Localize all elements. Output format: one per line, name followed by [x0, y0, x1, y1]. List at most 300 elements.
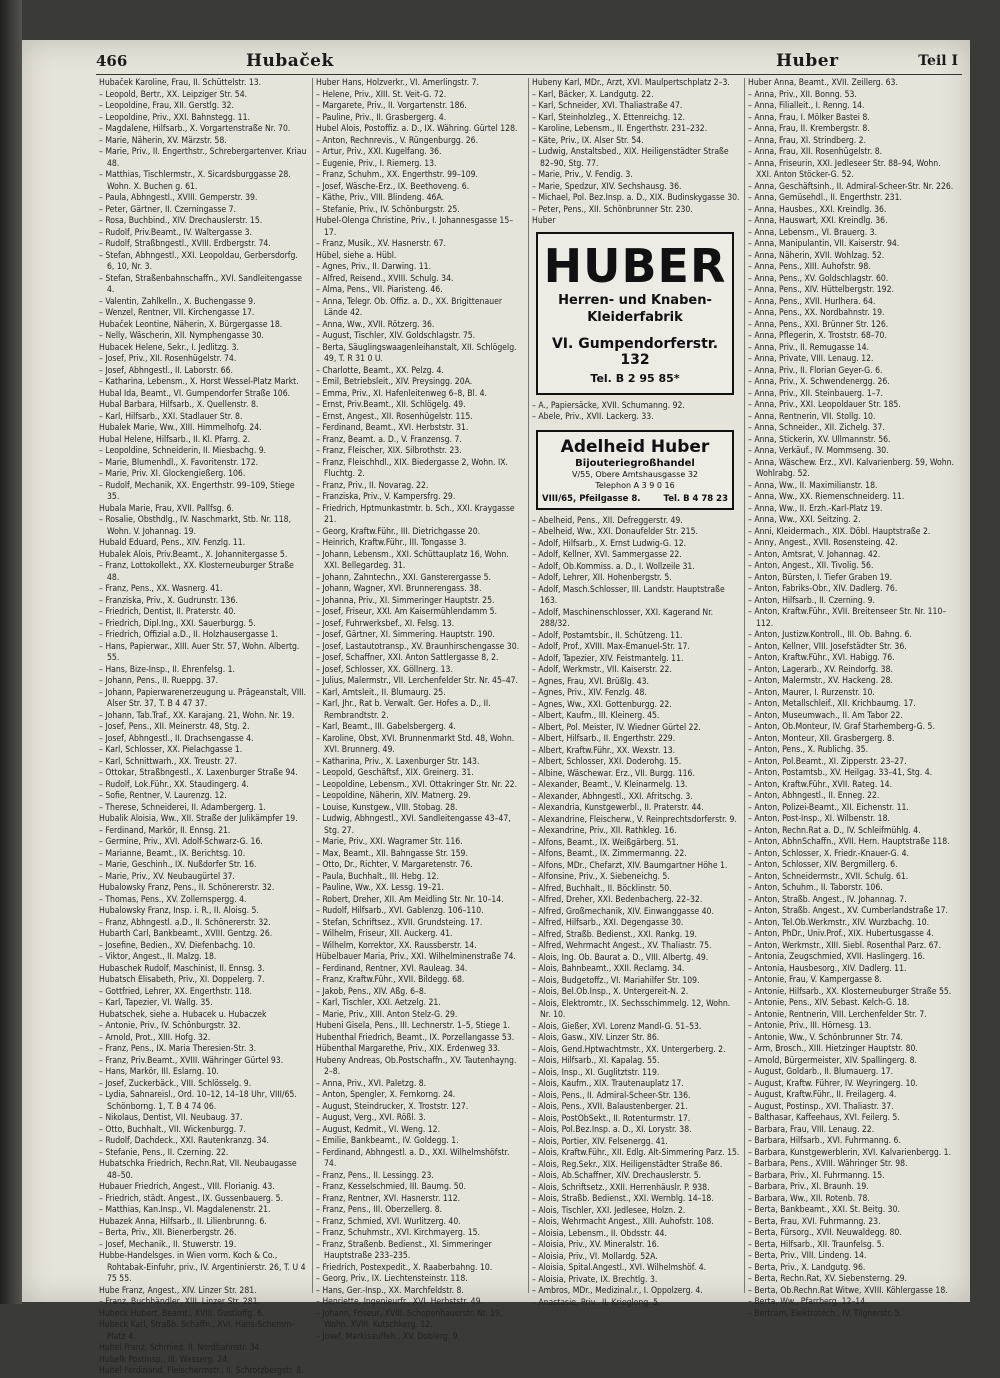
directory-entry: – Alois, Budgetoffz., VI. Mariahilfer Str. 109.	[532, 975, 700, 986]
huber-advertisement	[536, 232, 734, 395]
directory-entry: – Josef, Pens., XII. Meinerstr. 48, Stg. 2.	[99, 722, 250, 732]
left-running-head: Hubaček	[246, 51, 334, 71]
directory-entry: – August, Kraftw. Führer, IV. Weyringerg. 10.	[748, 1078, 918, 1089]
directory-entry: Hubeny Andreas, Ob.Postschaffn., XV. Tautenhayng. 2–8.	[316, 1055, 517, 1077]
directory-entry: – Jakob, Pens., XIV. Aßg. 6–8.	[316, 986, 427, 997]
directory-entry: – Anna, Ww., XVII. Rötzerg. 36.	[316, 319, 435, 330]
directory-entry: – Nelly, Wäscherin, XII. Nymphengasse 30.	[99, 331, 264, 341]
directory-entry: – Antonie, Priv., IV. Schönburgstr. 32.	[99, 1021, 241, 1031]
directory-entry: – Aloisia, Priv., VI. Mollardg. 52A.	[532, 1251, 658, 1262]
directory-entry: – Anna, Rentnerin, VII. Stollg. 10.	[748, 411, 876, 422]
directory-entry: – Otto, Buchhalt., VII. Wickenburgg. 7.	[99, 1124, 247, 1135]
directory-entry: – Anton, Kraftw.Führ., XVII. Breitenseer Str. Nr. 110–112.	[748, 607, 947, 629]
directory-entry: Hubel-Olenga Christine, Priv., I. Johannesgasse 15–17.	[316, 216, 514, 238]
directory-entry: – August, Kraftw.Führ., II. Freilagerg. 4.	[748, 1090, 897, 1100]
directory-entry: – Anton, Hilfsarb., II. Czerning. 9.	[748, 595, 875, 606]
directory-entry: – Franz, Pens., II. Lessingg. 23.	[316, 1170, 434, 1181]
directory-entry: – Franz, Buchhändler, XIII. Linzer Str. 281.	[99, 1297, 261, 1307]
directory-entry: – Johann, Pens., II. Rueppg. 37.	[99, 676, 219, 686]
directory-entry: – Barbara, Kunstgewerblerin, XVI. Kalvarienbergg. 1.	[748, 1147, 952, 1158]
directory-entry: – Anton, Kellner, VIII. Josefstädter Str. 36.	[748, 641, 907, 652]
directory-entry: – Anna, Gemüsehdl., II. Engerthstr. 231.	[748, 193, 902, 203]
directory-entry: – Anna, Pens., XV. Goldschlagstr. 60.	[748, 273, 889, 284]
directory-entry: – Franz, Schuhmstr., XVI. Kirchmayerg. 15.	[316, 1228, 480, 1238]
directory-entry: – Michael, Pol. Bez.Insp. a. D., XIX. Budinskygasse 30.	[532, 193, 740, 203]
directory-entry: – Alfred, Straßb. Bedienst., XXI. Rankg. 19.	[532, 929, 697, 940]
directory-entry: – Stefan, Straßenbahnschaffn., XVI. Sandleitengasse 4.	[99, 273, 303, 295]
book-spine-shadow	[0, 0, 22, 1304]
directory-entry: – Anna, Pens., XIII. Auhofstr. 98.	[748, 262, 871, 272]
directory-entry: Hubacek Helene, Sekr., I. Jedlitzg. 3.	[99, 342, 239, 353]
directory-entry: – August, Kedmit., VI. Weng. 12.	[316, 1124, 441, 1135]
directory-entry: – Karl, Schneider, XVI. Thaliastraße 47.	[532, 101, 683, 111]
directory-entry: – Anton, PhDr., Univ.Prof., XIX. Hubertusgasse 4.	[748, 929, 934, 939]
directory-entry: – Abele, Priv., XVII. Lackerg. 33.	[532, 412, 654, 422]
directory-entry: – Alois, Hilfsarb., XI. Kapalag. 55.	[532, 1056, 660, 1066]
directory-entry: – Alois, Pol.Bez.Insp. a. D., XI. Lorystr. 38.	[532, 1125, 692, 1135]
directory-entry: – Franz, Kesselschmied, III. Baumg. 50.	[316, 1182, 467, 1192]
directory-entry: – Johann, Friseur, XVIII. Schopenhauerstr. Nr. 19, Wohn. XVIII. Kutschkerg. 12.	[316, 1308, 503, 1330]
directory-entry: – Franz, Beamt. a. D., V. Franzensg. 7.	[316, 434, 462, 445]
ad-huber-address: VI. Gumpendorferstr. 132	[551, 335, 719, 368]
directory-entry: – Anton, Schlosser, XIV. Bergmillerg. 6.	[748, 860, 898, 870]
directory-entry: – Agnes, Priv., XIV. Fenzlg. 48.	[532, 688, 647, 698]
directory-entry: – Franz, Fleischhdl., XIX. Biedergasse 2, Wohn. IX. Fluchtg. 2.	[316, 457, 508, 479]
directory-entry: Hübenthal Margarethe, Priv., XIX. Erdenweg 33.	[316, 1044, 501, 1054]
directory-entry: – Franz, Musik., XV. Hasnerstr. 67.	[316, 239, 446, 249]
directory-entry: – Franz, Schmied, XVI. Wurlitzerg. 40.	[316, 1216, 461, 1227]
directory-entry: – Stefanie, Priv., IV. Schönburgstr. 25.	[316, 204, 460, 215]
directory-entry: – Karl, Schlosser, XX. Pielachgasse 1.	[99, 745, 243, 755]
directory-entry: – Berta, Ww., Pfarrberg. 12–14.	[748, 1297, 868, 1307]
directory-entry: – Antonie, Priv., III. Hörnesg. 13.	[748, 1021, 872, 1031]
directory-entry: – Franz, Pens., III. Oberzellerg. 8.	[316, 1205, 443, 1215]
directory-entry: – Stefan, Schriftsez., XVII. Grundsteing. 17.	[316, 917, 483, 928]
directory-entry: Huber	[532, 216, 556, 226]
directory-entry: – Alfred, Reisend., XVIII. Schulg. 34.	[316, 273, 454, 284]
directory-entry: – Josef, Fuhrwerksbef., XI. Felsg. 13.	[316, 618, 455, 629]
directory-entry: Hubel Franz, Schmied, II. Nordbahnstr. 34.	[99, 1343, 262, 1353]
directory-entry: – Anna, Frau, XI. Strindberg. 2.	[748, 135, 867, 146]
directory-entry: Hubaček Leontine, Näherin, X. Bürgergasse 18.	[99, 319, 283, 330]
directory-entry: – Anton, Kraftw.Führ., XVI. Habigg. 76.	[748, 653, 895, 663]
directory-entry: – Anton, Pens., X. Rublichg. 35.	[748, 745, 869, 755]
directory-entry: – Josef, Priv., XII. Rosenhügelstr. 74.	[99, 354, 237, 364]
directory-entry: Hubel Alois, Postoffiz. a. D., IX. Währing. Gürtel 128.	[316, 124, 518, 134]
directory-entry: – Anna, Ww., II. Erzh.-Karl-Platz 19.	[748, 503, 883, 514]
directory-entry: – Anton, Schuhm., II. Taborstr. 106.	[748, 883, 883, 893]
directory-entry: – Helene, Priv., XIII. St. Veit-G. 72.	[316, 89, 447, 100]
running-header	[96, 48, 962, 75]
directory-entry: – Alois, Schriftsetz., XXII. Herrenhäuslr. P. 938.	[532, 1182, 710, 1193]
directory-entry: – Josef, Markisauffeh., XV. Doblerg. 9.	[316, 1331, 461, 1342]
directory-entry: – Adolf, Lehrer, XII. Hohenbergstr. 5.	[532, 573, 672, 583]
part-label: Teil I	[918, 53, 958, 69]
directory-entry: – Anton, AbhnSchaffn., XVII. Hern. Hauptstraße 118.	[748, 837, 950, 847]
directory-entry: Hubaček Karoline, Frau, II. Schüttelstr. 13.	[99, 78, 262, 88]
directory-entry: – Anton, Werkmstr., XIII. Siebl. Rosenthal Parz. 67.	[748, 940, 941, 951]
directory-entry: – Anna, Priv., XII. Bonng. 53.	[748, 89, 857, 100]
directory-entry: – Anton, Pol.Beamt., XI. Zipperstr. 23–27.	[748, 756, 907, 767]
directory-entry: – Anton, Schlosser, X. Friedr.-Knauer-G. 4.	[748, 848, 909, 859]
directory-entry: – Emilie, Bankbeamt., IV. Goldegg. 1.	[316, 1136, 459, 1146]
directory-entry: – Rudolf, Mechanik, XX. Engerthstr. 99–109, Stiege 35.	[99, 480, 295, 502]
directory-entry: – Anna, Pens., XIV. Hüttelbergstr. 192.	[748, 285, 894, 295]
directory-entry: – Josef, Schaffner, XXI. Anton Sattlergasse 8, 2.	[316, 653, 499, 663]
directory-entry: – Josefine, Bedien., XV. Diefenbachg. 10.	[99, 940, 256, 951]
directory-entry: – Anton, Ob.Monteur, IV. Graf Starhemberg-G. 5.	[748, 722, 935, 732]
directory-entry: – Alois, Pens., II. Admiral-Scheer-Str. 136.	[532, 1090, 691, 1101]
directory-entry: – Johanna, Priv., XI. Simmeringer Hauptstr. 25.	[316, 595, 495, 606]
directory-entry: – Stefanie, Pens., II. Czerning. 22.	[99, 1147, 229, 1158]
directory-entry: – Arnold, Prot., XIII. Hofg. 32.	[99, 1032, 211, 1043]
directory-entry: – Alois, Ab.Schaffner, XIV. Drechauslerstr. 5.	[532, 1171, 702, 1181]
ad-adelheid-name: Adelheid Huber	[560, 436, 710, 457]
directory-entry: – A., Papiersäcke, XVII. Schumanng. 92.	[532, 400, 685, 411]
directory-entry: – Anni, Kleidermach., XIX. Döbl. Hauptstraße 2.	[748, 526, 931, 537]
page-number: 466	[96, 52, 128, 70]
directory-entry: – Franz, Straßenb. Bedienst., XI. Simmeringer Hauptstraße 233–235.	[316, 1239, 492, 1261]
directory-entry: – Anton, Maurer, I. Rurzenstr. 10.	[748, 687, 875, 698]
directory-entry: – Anna, Hausbes., XXI. Kreindlg. 36.	[748, 204, 887, 215]
directory-entry: – Berta, Bankbeamt., XXI. St. Beitg. 30.	[748, 1205, 900, 1215]
directory-entry: – Antonia, Zeugschmied, XVII. Haslingerg. 16.	[748, 952, 925, 962]
directory-entry: – Josef, Wäsche-Erz., IX. Beethoveng. 6.	[316, 181, 470, 192]
directory-entry: – Berta, Priv., X. Landgutg. 96.	[748, 1262, 866, 1273]
directory-entry: – Anna, Priv., XVI. Paletzg. 8.	[316, 1078, 427, 1089]
directory-entry: – Anna, Manipulantin, VII. Kaiserstr. 94.	[748, 239, 900, 249]
directory-entry: – Alois, Bahnbeamt., XXII. Reclamg. 34.	[532, 964, 685, 974]
directory-entry: – Margarete, Priv., II. Vorgartenstr. 186.	[316, 101, 467, 111]
directory-entry: Hubald Eduard, Pens., XIV. Fenzlg. 11.	[99, 538, 246, 548]
directory-entry: – Abelheid, Ww., XXI. Donaufelder Str. 215.	[532, 527, 698, 537]
directory-entry: – Anton, Schneidermstr., XVII. Schulg. 61.	[748, 871, 909, 882]
directory-entry: – Anna, Priv., X. Schwendenergg. 26.	[748, 377, 890, 387]
directory-entry: – Aloisia, Private, IX. Brechtlg. 3.	[532, 1274, 658, 1285]
directory-entry: Hubatschek, siehe a. Hubacek u. Hubaczek	[99, 1009, 267, 1020]
directory-entry: – Ferdinand, Rentner, XVI. Rauleag. 34.	[316, 963, 468, 974]
directory-entry: – Anton, Rechnrevis., V. Rüngenburgg. 26.	[316, 135, 479, 146]
directory-entry: – Barbara, Ww., XII. Rotenb. 78.	[748, 1193, 870, 1204]
directory-entry: – Friedrich, Offizial a.D., II. Holzhausergasse 1.	[99, 630, 278, 640]
directory-entry: – Therese, Schneiderei, II. Adambergerg. 1.	[99, 802, 266, 813]
directory-entry: – Albert, Hilfsarb., II. Engerthstr. 229.	[532, 734, 676, 744]
directory-entry: Hubeck Hubert, Beamt., XVIII. Gustloffg. 6.	[99, 1308, 265, 1319]
directory-entry: Hubeni Gisela, Pens., III. Lechnerstr. 1–5, Stiege 1.	[316, 1021, 510, 1031]
directory-entry: – Anna, Filialleit., I. Renng. 14.	[748, 101, 865, 111]
directory-entry: – Alois, Straßb. Bedienst., XXI. Wernblg. 14–18.	[532, 1194, 714, 1204]
directory-entry: – Balthasar, Kaffeehaus, XVI. Feilerg. 5.	[748, 1113, 900, 1123]
directory-entry: – Barbara, Priv., XI. Fuhrmanng. 15.	[748, 1170, 885, 1181]
directory-entry: – Anna, Verkäuf., IV. Mommseng. 30.	[748, 446, 889, 456]
directory-entry: – Georg, Priv., IX. Liechtensteinstr. 118.	[316, 1274, 468, 1284]
directory-entry: – Alois, Insp., XI. Guglitztstr. 119.	[532, 1067, 660, 1078]
directory-entry: – Anton, Metallschleif., XII. Krichbaumg. 17.	[748, 699, 916, 709]
directory-entry: – Rudolf, Lok.Führ., XX. Staudingerg. 4.	[99, 779, 249, 790]
directory-entry: – Alois, Bel.Ob.Insp., X. Untergereit-N. 2.	[532, 987, 689, 997]
directory-entry: – Johann, Wagner, XVI. Brunnerengass. 38.	[316, 584, 482, 594]
directory-entry: Hubeny Karl, MDr., Arzt, XVI. Maulpertschplatz 2–3.	[532, 78, 730, 88]
directory-entry: – Marie, Geschinh., IX. Nußdorfer Str. 16.	[99, 860, 257, 870]
directory-entry: – Anna, Frau, XII. Rosenhügelstr. 8.	[748, 147, 883, 157]
directory-entry: Hubalek Marie, Ww., XIII. Himmelhofg. 24.	[99, 423, 262, 433]
directory-entry: – Leopoldine, Frau, XII. Gerstlg. 32.	[99, 101, 234, 111]
directory-entry: Hübelbauer Maria, Priv., XXI. Wilhelminenstraße 74.	[316, 952, 516, 962]
directory-entry: – Ludwig, Abhngestl., XVI. Sandleitengasse 43–47, Stg. 27.	[316, 814, 511, 836]
directory-entry: – Anton, Straßb. Angest., IV. Johannag. 7.	[748, 894, 907, 905]
directory-entry: Hubarth Carl, Bankbeamt., XVIII. Gentzg. 26.	[99, 929, 273, 939]
directory-entry: – Josef, Schlosser, XX. Göllnerg. 13.	[316, 664, 453, 675]
directory-entry: – Karoline, Lebensm., II. Engerthstr. 231–232.	[532, 124, 708, 134]
directory-entry: Huber Anna, Beamt., XVII. Zeillerg. 63.	[748, 78, 898, 88]
directory-entry: – Karl, Bäcker, X. Landgutg. 22.	[532, 89, 654, 100]
directory-entry: – Adolf, Ob.Kommiss. a. D., I. Wollzeile 31.	[532, 561, 695, 572]
directory-entry: – Hans, Ger.-Insp., XX. Marchfeldstr. 8.	[316, 1285, 464, 1296]
directory-entry: – Anna, Schneider., XII. Zichelg. 37.	[748, 423, 885, 433]
ad-adelheid-line1: V/55, Obere Amtshausgasse 32	[571, 469, 699, 479]
directory-entry: – Anton, Spengler, X. Fernkorng. 24.	[316, 1090, 456, 1100]
directory-entry: – Eugenie, Priv., I. Riemerg. 13.	[316, 158, 437, 169]
directory-entry: – Alois, PostObSekt., II. Rotenturmstr. 17.	[532, 1113, 691, 1124]
column-3-bottom-list	[532, 516, 740, 1310]
directory-entry: – Anton, Rechn.Rat a. D., IV. Schleifmühlg. 4.	[748, 825, 921, 836]
directory-entry: – August, Verg., XVI. Rößl. 3.	[316, 1113, 426, 1123]
ad-huber-line1: Herren- und Knaben-	[558, 292, 712, 308]
directory-entry: – Aloisia, Lebensm., II. Obdsstr. 44.	[532, 1228, 667, 1239]
directory-entry: – Josef, Abhngestl., II. Laborstr. 66.	[99, 365, 233, 376]
directory-entry: – Hans, Papierwar., XIII. Auer Str. 57, Wohn. Albertg. 55.	[99, 641, 300, 663]
directory-entry: – Anton, Polizei-Beamt., XII. Eichenstr. 11.	[748, 802, 909, 813]
directory-entry: – Friedrich, Dipl.Ing., XXI. Sauerburgg. 5.	[99, 618, 256, 629]
directory-entry: Hubala Marie, Frau, XVII. Pallfsg. 6.	[99, 503, 234, 514]
directory-entry: Hube Franz, Angest., XIV. Linzer Str. 281.	[99, 1285, 257, 1296]
directory-entry: – Charlotte, Beamt., XX. Pelzg. 4.	[316, 365, 444, 376]
directory-entry: – Josef, Abhngestl., II. Drachsengasse 4.	[99, 733, 254, 744]
directory-entry: – Johann, Papierwarenerzeugung u. Prägeanstalt, VIII. Alser Str. 37, T. B 4 47 37.	[99, 687, 307, 709]
directory-entry: – Antonie, Pens., XIV. Sebast. Kelch-G. 18.	[748, 998, 910, 1008]
directory-entry: – Anna, Priv., XXI. Leopoldauer Str. 185.	[748, 400, 901, 410]
directory-entry: Hübel, siehe a. Hübl.	[316, 250, 397, 261]
directory-entry: – Marie, Priv., II. Engerthstr., Schrebergartenver. Kriau 48.	[99, 147, 307, 169]
directory-entry: – Anna, Pens., XXI. Brünner Str. 126.	[748, 319, 889, 330]
directory-entry: – Agnes, Frau, XVI. Brüßlg. 43.	[532, 676, 649, 687]
directory-entry: – Matthias, Tischlermstr., X. Sicardsburggasse 28. Wohn. X. Buchen g. 61.	[99, 170, 291, 192]
directory-entry: – Karl, Hilfsarb., XXI. Stadlauer Str. 8.	[99, 411, 243, 422]
directory-entry: – Anastasie, Priv., II. Kriegleng. 5.	[532, 1297, 661, 1308]
directory-entry: – Marie, Priv., XIII. Anton Stelz-G. 29.	[316, 1009, 458, 1020]
directory-entry: – Josef, Mechanik., II. Stuwerstr. 19.	[99, 1239, 237, 1250]
directory-entry: – Julius, Malermstr., VII. Lerchenfelder Str. Nr. 45–47.	[316, 676, 519, 686]
directory-entry: – Adolf, Masch.Schlosser, III. Landstr. Hauptstraße 163.	[532, 584, 725, 606]
directory-entry: – Anna, Ww., II. Maximilianstr. 18.	[748, 480, 878, 491]
directory-entry: – Antonie, Frau, V. Kampergasse 8.	[748, 975, 882, 985]
directory-entry: – Anna, Hauswart, XXI. Kreindlg. 36.	[748, 216, 888, 226]
directory-entry: – August, Goldarb., II. Blumauerg. 17.	[748, 1067, 894, 1077]
directory-entry: – Ferdinand, Beamt., XVI. Herbststr. 31.	[316, 423, 469, 433]
directory-entry: – Alfred, Buchhalt., II. Böcklinstr. 50.	[532, 883, 672, 894]
directory-entry: – Alois, Reg.Sekr., XIX. Heiligenstädter Straße 86.	[532, 1159, 723, 1170]
directory-entry: – Valentin, Zahlkelln., X. Buchengasse 9.	[99, 296, 256, 307]
directory-entry: – Karl, Schnittwarh., XX. Treustr. 27.	[99, 756, 237, 767]
directory-entry: – Paula, Buchhalt., III. Hebg. 12.	[316, 871, 439, 882]
directory-entry: – Alexander, Beamt., V. Kleinarmelg. 13.	[532, 780, 688, 790]
directory-entry: – Marianne, Beamt., IX. Berichtsg. 10.	[99, 848, 246, 859]
directory-entry: – Karoline, Obst, XVI. Brunnenmarkt Std. 48, Wohn. XVI. Brunnerg. 49.	[316, 733, 515, 755]
directory-entry: – Matthias, Kan.Insp., VI. Magdalenenstr. 21.	[99, 1205, 271, 1215]
directory-entry: Hubel Ferdinand, Fleischermstr., II. Schrotzbergstr. 8.	[99, 1366, 304, 1376]
directory-entry: – Josef, Friseur, XXI. Am Kaisermühlendamm 5.	[316, 607, 498, 617]
directory-entry: Hubelk Postinsp., III. Wasserg. 24.	[99, 1354, 230, 1365]
directory-entry: – Antonie, Hilfsarb., XX. Klosterneuburger Straße 55.	[748, 986, 952, 997]
directory-entry: – Aloisia, Spital.Angestl., XVI. Wilhelmshöf. 4.	[532, 1263, 707, 1273]
directory-entry: – Anna, Ww., XX. Riemenschneiderg. 11.	[748, 492, 905, 502]
directory-entry: – Anny, Angest., XVII. Rosensteing. 42.	[748, 538, 898, 548]
directory-entry: – Alfons, MDr., Chefarzt, XIV. Baumgartner Höhe 1.	[532, 860, 728, 871]
directory-entry: – Barbara, Hilfsarb., XVI. Fuhrmanng. 6.	[748, 1136, 901, 1146]
directory-entry: Hubauer Friedrich, Angest., VIII. Florianig. 43.	[99, 1182, 275, 1192]
directory-entry: – Leopoldine, Lebensm., XVI. Ottakringer Str. Nr. 22.	[316, 779, 518, 790]
directory-entry: – Franz, Priv.Beamt., XVIII. Währinger Gürtel 93.	[99, 1055, 284, 1066]
directory-entry: – Lydia, Sahnareisl., Ord. 10–12, 14–18 Uhr, VIII/65. Schönborng. 1, T. B 4 74 06.	[99, 1090, 297, 1112]
directory-entry: – Käte, Priv., IX. Alser Str. 54.	[532, 135, 644, 146]
directory-entry: – Leopold, Bertr., XX. Leipziger Str. 54.	[99, 89, 248, 100]
directory-entry: – Anna, Geschäftsinh., II. Admiral-Scheer-Str. Nr. 226.	[748, 181, 954, 192]
directory-entry: – Anton, Bürsten, I. Tiefer Graben 19.	[748, 572, 892, 583]
directory-entry: – Anton, Monteur, XII. Grasbergerg. 8.	[748, 733, 895, 744]
directory-entry: – Johann, Zahntechn., XXI. Gansterergasse 5.	[316, 572, 492, 583]
directory-entry: – Abelheid, Pens., XII. Defreggerstr. 49.	[532, 515, 683, 526]
directory-entry: – Berta, Säuglingswaagenleihanstalt, XII. Schlögelg. 49, T. R 31 0 U.	[316, 342, 517, 364]
directory-entry: – Josef, Lastautotransp., XV. Braunhirschengasse 30.	[316, 641, 520, 652]
directory-entry: – Anna, Ww., XXI. Seitzing. 2.	[748, 515, 861, 525]
directory-entry: – Franz, Pens., XX. Wasnerg. 41.	[99, 584, 223, 594]
ad-huber-name: HUBER	[543, 238, 727, 293]
directory-entry: – Arm, Brosch., XIII. Hietzinger Hauptstr. 80.	[748, 1044, 918, 1054]
directory-entry: – Wenzel, Rentner, VII. Kirchengasse 17.	[99, 308, 255, 318]
directory-entry: – Alois, Gend.Hptwachtmstr., XX. Untergerberg. 2.	[532, 1044, 726, 1055]
directory-entry: – Alois, Kaufm., XIX. Trautenauplatz 17.	[532, 1079, 684, 1089]
directory-entry: – August, Postinsp., XVI. Thaliastr. 37.	[748, 1101, 894, 1112]
column-4	[744, 78, 956, 1319]
directory-entry: – Marie, Priv., XXI. Wagramer Str. 116.	[316, 837, 463, 847]
directory-entry: – Nikolaus, Dentist, VII. Neubaug. 37.	[99, 1113, 243, 1123]
ad-adelheid-foot-left: VIII/65, Pfeilgasse 8.	[542, 493, 641, 504]
directory-entry: – Rudolf, Priv.Beamt., IV. Waltergasse 3.	[99, 227, 252, 238]
directory-entry: Hubazek Anna, Hilfsarb., II. Lilienbrunng. 6.	[99, 1216, 267, 1227]
ad-adelheid-line2: Telephon A 3 9 0 16	[595, 480, 675, 490]
directory-entry: – Barbara, Priv., XI. Braunh. 19.	[748, 1182, 869, 1192]
ad-adelheid-foot-right: Tel. B 4 78 23	[663, 493, 728, 504]
directory-entry: – Agnes, Priv., II. Darwing. 11.	[316, 262, 432, 272]
directory-entry: – Otto, Dr., Richter, V. Margaretenstr. 76.	[316, 860, 473, 870]
directory-entry: – Stefan, Abhngestl., XXI. Leopoldau, Gerbersdorfg. 6, 10, Nr. 3.	[99, 250, 298, 272]
directory-entry: – Rudolf, Dachdeck., XXI. Rautenkranzg. 34.	[99, 1136, 269, 1146]
directory-entry: – Magdalene, Hilfsarb., X. Vorgartenstraße Nr. 70.	[99, 124, 291, 134]
directory-entry: – Ambros, MDr., Medizinal.r., I. Oppolzerg. 4.	[532, 1286, 703, 1296]
directory-entry: – Alfred, Hilfsarb., XXI. Degengasse 30.	[532, 918, 684, 928]
directory-entry: – Anna, Priv., II. Florian Geyer-G. 6.	[748, 365, 883, 376]
directory-entry: – Sofie, Rentner, V. Laurenzg. 12.	[99, 791, 227, 801]
directory-entry: – Berta, Hilfsarb., XII. Traunfelsg. 5.	[748, 1239, 885, 1250]
directory-entry: – Marie, Blumenhdl., X. Favoritenstr. 172.	[99, 457, 259, 468]
directory-entry: – Johann, Lebensm., XXI. Schüttauplatz 16, Wohn. XXI. Bellegardeg. 31.	[316, 549, 509, 571]
directory-entry: – Marie, Priv., XV. Neubaugürtel 37.	[99, 871, 235, 882]
directory-entry: – Anna, Pens., XVII. Hurlhera. 64.	[748, 296, 876, 307]
directory-entry: – Karl, Tischler, XXI. Aetzelg. 21.	[316, 998, 441, 1008]
directory-entry: – Marie, Priv., V. Fendig. 3.	[532, 170, 633, 180]
directory-entry: – Anna, Lebensm., VI. Brauerg. 3.	[748, 227, 878, 238]
directory-entry: – Anna, Priv., II. Remugasse 14.	[748, 342, 870, 353]
directory-entry: – Karl, Beamt., III. Gabelsbergerg. 4.	[316, 722, 456, 732]
directory-entry: – Anna, Priv., XII. Steinbauerg. 1–7.	[748, 388, 883, 399]
directory-entry: – Albine, Wäschewar. Erz., VII. Burgg. 116.	[532, 768, 695, 779]
directory-entry: – Adolf, Maschinenschlosser, XXI. Kagerand Nr. 288/32.	[532, 607, 714, 629]
directory-entry: – August, Tischler, XIV. Goldschlagstr. 75.	[316, 331, 476, 341]
directory-entry: – Alois, Tischler, XXI. Jedlesee, Holzn. 2.	[532, 1205, 686, 1216]
directory-entry: – Thomas, Pens., XV. Zollernspergg. 4.	[99, 894, 247, 905]
directory-entry: – Hans, Bize-Insp., II. Ehrenfelsg. 1.	[99, 664, 235, 675]
directory-entry: – Marie, Näherin, XV. Märzstr. 58.	[99, 135, 227, 146]
directory-entry: – Alfred, Dreher, XXI. Bedenbacherg. 22–32.	[532, 895, 703, 905]
directory-entry: – Alexandria, Kunstgewerbl., II. Praterstr. 44.	[532, 803, 704, 813]
directory-entry: – Anton, Abhngestl., II. Enneg. 22.	[748, 791, 880, 801]
directory-entry: – Pauline, Priv., II. Grasbergerg. 4.	[316, 112, 447, 123]
directory-entry: Hubenthal Friedrich, Beamt., IX. Porzellangasse 53.	[316, 1032, 515, 1043]
directory-entry: – Arnold, Bürgermeister, XIV. Spallingerg. 8.	[748, 1055, 917, 1066]
directory-entry: – Adolf, Kellner, XVI. Sammergasse 22.	[532, 550, 682, 560]
directory-entry: – Alois, Kraftw.Führ., XII. Edlg. Alt-Simmering Parz. 15.	[532, 1148, 740, 1158]
directory-entry: – Antonie, Rentnerin, VIII. Lerchenfelder Str. 7.	[748, 1009, 927, 1020]
directory-entry: – August, Steindrucker, X. Troststr. 127.	[316, 1101, 469, 1112]
directory-entry: – Alois, Ing. Ob. Baurat a. D., VIII. Albertg. 49.	[532, 952, 709, 963]
directory-entry: – Anton, Angest., XII. Tivolig. 56.	[748, 561, 874, 571]
directory-entry: – Anton, Fabriks-Obr., XIV. Dadlerg. 76.	[748, 584, 898, 594]
directory-entry: Huber Hans, Holzverkr., VI. Amerlingstr. 7.	[316, 78, 479, 88]
directory-entry: Hubalik Aloisia, Ww., XII. Straße der Julikämpfer 19.	[99, 814, 298, 824]
directory-entry: Hubatsch Elisabeth, Priv., XI. Doppelerg. 7.	[99, 975, 265, 985]
directory-entry: – Friedrich, städt. Angest., IX. Gussenbauerg. 5.	[99, 1193, 284, 1204]
directory-entry: – Alexander, Abhngestl., XXI. Afritschg. 3.	[532, 791, 693, 802]
column-1	[96, 78, 307, 1376]
directory-entry: – Ottokar, Straßbngestl., X. Laxenburger Straße 94.	[99, 768, 298, 778]
column-2	[312, 78, 524, 1342]
directory-entry: – Marie, Priv. XI. Glockengießerg. 106.	[99, 469, 246, 479]
directory-entry: – Heinrich, Kraftw.Führ., III. Tongasse 3.	[316, 538, 467, 548]
directory-entry: – Rosa, Buchbind., XIV. Drechauslerstr. 15.	[99, 216, 263, 226]
directory-entry: – Antonie, Ww., V. Schönbrunner Str. 74.	[748, 1032, 904, 1043]
directory-entry: – Louise, Kunstgew., VIII. Stobag. 28.	[316, 802, 458, 813]
directory-entry: – Franz, Fleischer, XIX. Silbrothstr. 23.	[316, 446, 462, 456]
directory-entry: – Friedrich, Hptmunkastmtr. b. Sch., XXI. Kraygasse 21.	[316, 503, 515, 525]
directory-entry: – Franz, Lottokollekt., XX. Klosterneuburger Straße 48.	[99, 561, 294, 583]
directory-entry: – Georg, Kraftw.Führ., III. Dietrichgasse 20.	[316, 526, 481, 537]
directory-entry: – Ludwig, Anstaltsbed., XIX. Heiligenstädter Straße 82–90, Stg. 77.	[532, 147, 729, 169]
directory-entry: – Gottfried, Lehrer, XX. Engerthstr. 118.	[99, 986, 252, 997]
directory-entry: – Karl, Tapezier, VI. Wallg. 35.	[99, 998, 213, 1008]
directory-entry: Hubal Barbara, Hilfsarb., X. Quellenstr. 8.	[99, 400, 259, 410]
directory-entry: – Anton, Lagerarb., XV. Reindorfg. 38.	[748, 664, 893, 675]
directory-entry: – Wilhelm, Friseur, XII. Auckerg. 41.	[316, 929, 453, 939]
directory-entry: – Anton, Tel.Ob.Werkmstr., XIV. Wurzbachg. 10.	[748, 917, 930, 928]
directory-entry: – Artur, Priv., XXI. Kugelfang. 36.	[316, 147, 442, 157]
directory-entry: – Josef, Zuckerbäck., VIII. Schlösselg. 9.	[99, 1078, 252, 1089]
directory-entry: – Rudolf, Straßbngestl., XVIII. Erdbergstr. 74.	[99, 239, 271, 249]
directory-entry: – Marie, Spedzur, XIV. Sechshausg. 36.	[532, 181, 682, 192]
directory-entry: – Alfonsine, Priv., X. Siebeneichg. 5.	[532, 872, 670, 882]
directory-entry: Hubeck Karl, Straßb. Schaffn., XVI. Hans-Schemm-Platz 4.	[99, 1320, 295, 1342]
directory-entry: – Anton, Amtsrat, V. Johannag. 42.	[748, 549, 881, 560]
ad-huber-tel: Tel. B 2 95 85*	[590, 371, 680, 385]
